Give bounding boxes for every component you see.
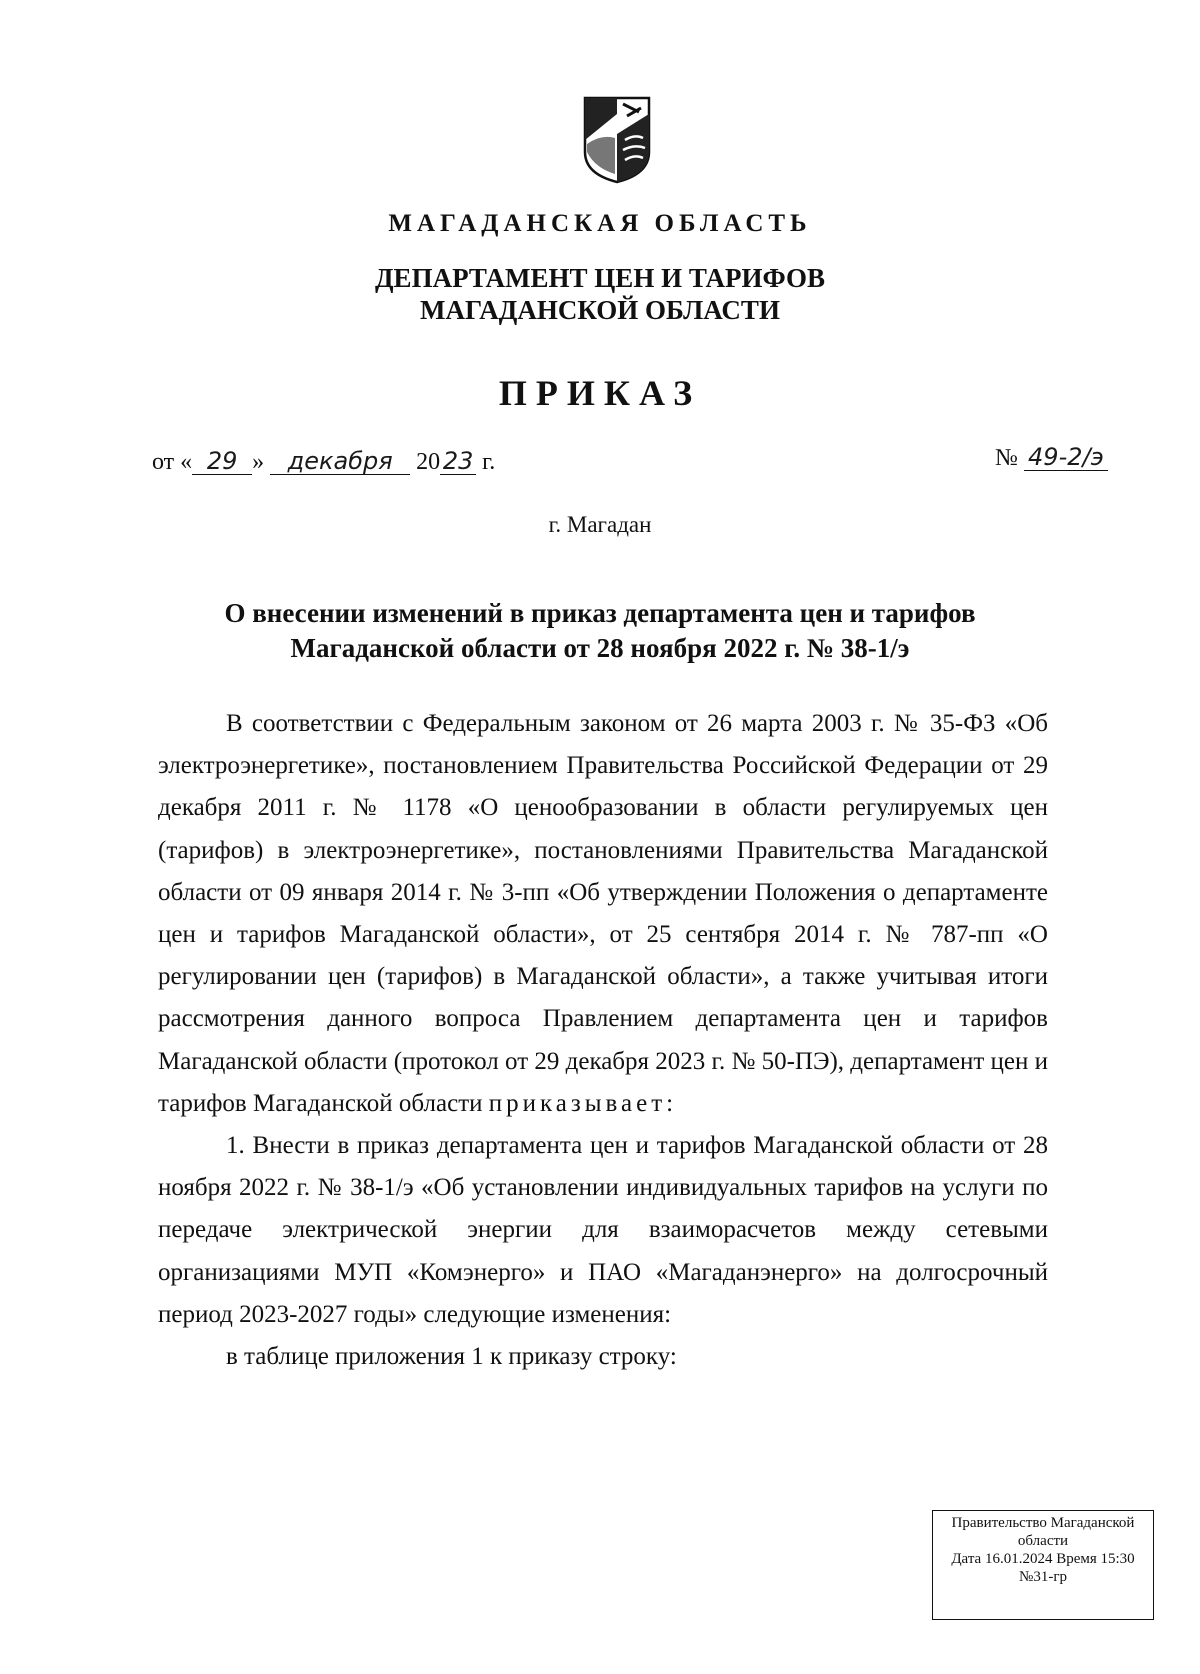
date-mid: » <box>252 449 265 475</box>
date-suffix: г. <box>482 449 496 475</box>
number-value: 49-2/э <box>1024 444 1108 471</box>
table-intro-paragraph: в таблице приложения 1 к приказу строку: <box>226 1343 677 1371</box>
preamble-verb: приказывает: <box>488 1089 678 1117</box>
department-title <box>0 262 1200 326</box>
date-prefix: от « <box>152 449 193 475</box>
region-title: МАГАДАНСКАЯ ОБЛАСТЬ <box>388 210 812 237</box>
order-body <box>158 703 1048 1378</box>
number-label: № <box>995 445 1018 471</box>
document-type: ПРИКАЗ <box>498 373 702 413</box>
coat-of-arms-icon <box>581 94 653 184</box>
subject-line-1: О внесении изменений в приказ департамента цен и тарифов <box>224 598 976 628</box>
city: г. Магадан <box>548 512 652 537</box>
stamp-line-4: №31-гр <box>1019 1569 1067 1585</box>
date-year-suffix: 23 <box>440 448 476 475</box>
item-1-paragraph: 1. Внести в приказ департамента цен и тарифов Магаданской области от 28 ноября 2022 г. № 38-1/э «Об установлении индивидуальных тарифов на услуги по передаче электрической энергии для взаиморасчетов между сетевыми организациями МУП «Комэнерго» и ПАО «Магаданэнерго» на долгосрочный период 2023-2027 годы» следующие изменения: <box>158 1132 1048 1328</box>
date-year-prefix: 20 <box>416 449 441 475</box>
date-day: 29 <box>192 448 252 475</box>
stamp-line-2: области <box>1017 1533 1069 1549</box>
stamp-line-3: Дата 16.01.2024 Время 15:30 <box>951 1551 1135 1567</box>
registration-stamp <box>932 1510 1154 1620</box>
subject-line-2: Магаданской области от 28 ноября 2022 г. № 38-1/э <box>290 633 910 663</box>
date-month: декабря <box>270 448 410 475</box>
department-line-2: МАГАДАНСКОЙ ОБЛАСТИ <box>420 295 780 325</box>
preamble-text: В соответствии с Федеральным законом от 26 марта 2003 г. № 35-ФЗ «Об электроэнергетике», постановлением Правительства Российской Федерации от 29 декабря 2011 г. № 1178 «О ценообразовании в области регулируемых цен (тарифов) в электроэнергетике», постановлениями Правительства Магаданской области от 09 января 2014 г. № 3-пп «Об утверждении Положения о департаменте цен и тарифов Магаданской области», от 25 сентября 2014 г. № 787-пп «О регулировании цен (тарифов) в Магаданской области», а также учитывая итоги рассмотрения данного вопроса Правлением департамента цен и тарифов Магаданской области (протокол от 29 декабря 2023 г. № 50-ПЭ), департамент цен и тарифов Магаданской области <box>158 710 1049 1117</box>
preamble-paragraph <box>158 703 1048 1125</box>
order-number <box>995 444 1108 472</box>
department-line-1: ДЕПАРТАМЕНТ ЦЕН И ТАРИФОВ <box>374 263 826 293</box>
stamp-line-1: Правительство Магаданской <box>951 1515 1135 1531</box>
order-subject <box>0 596 1200 666</box>
order-date <box>152 448 495 476</box>
